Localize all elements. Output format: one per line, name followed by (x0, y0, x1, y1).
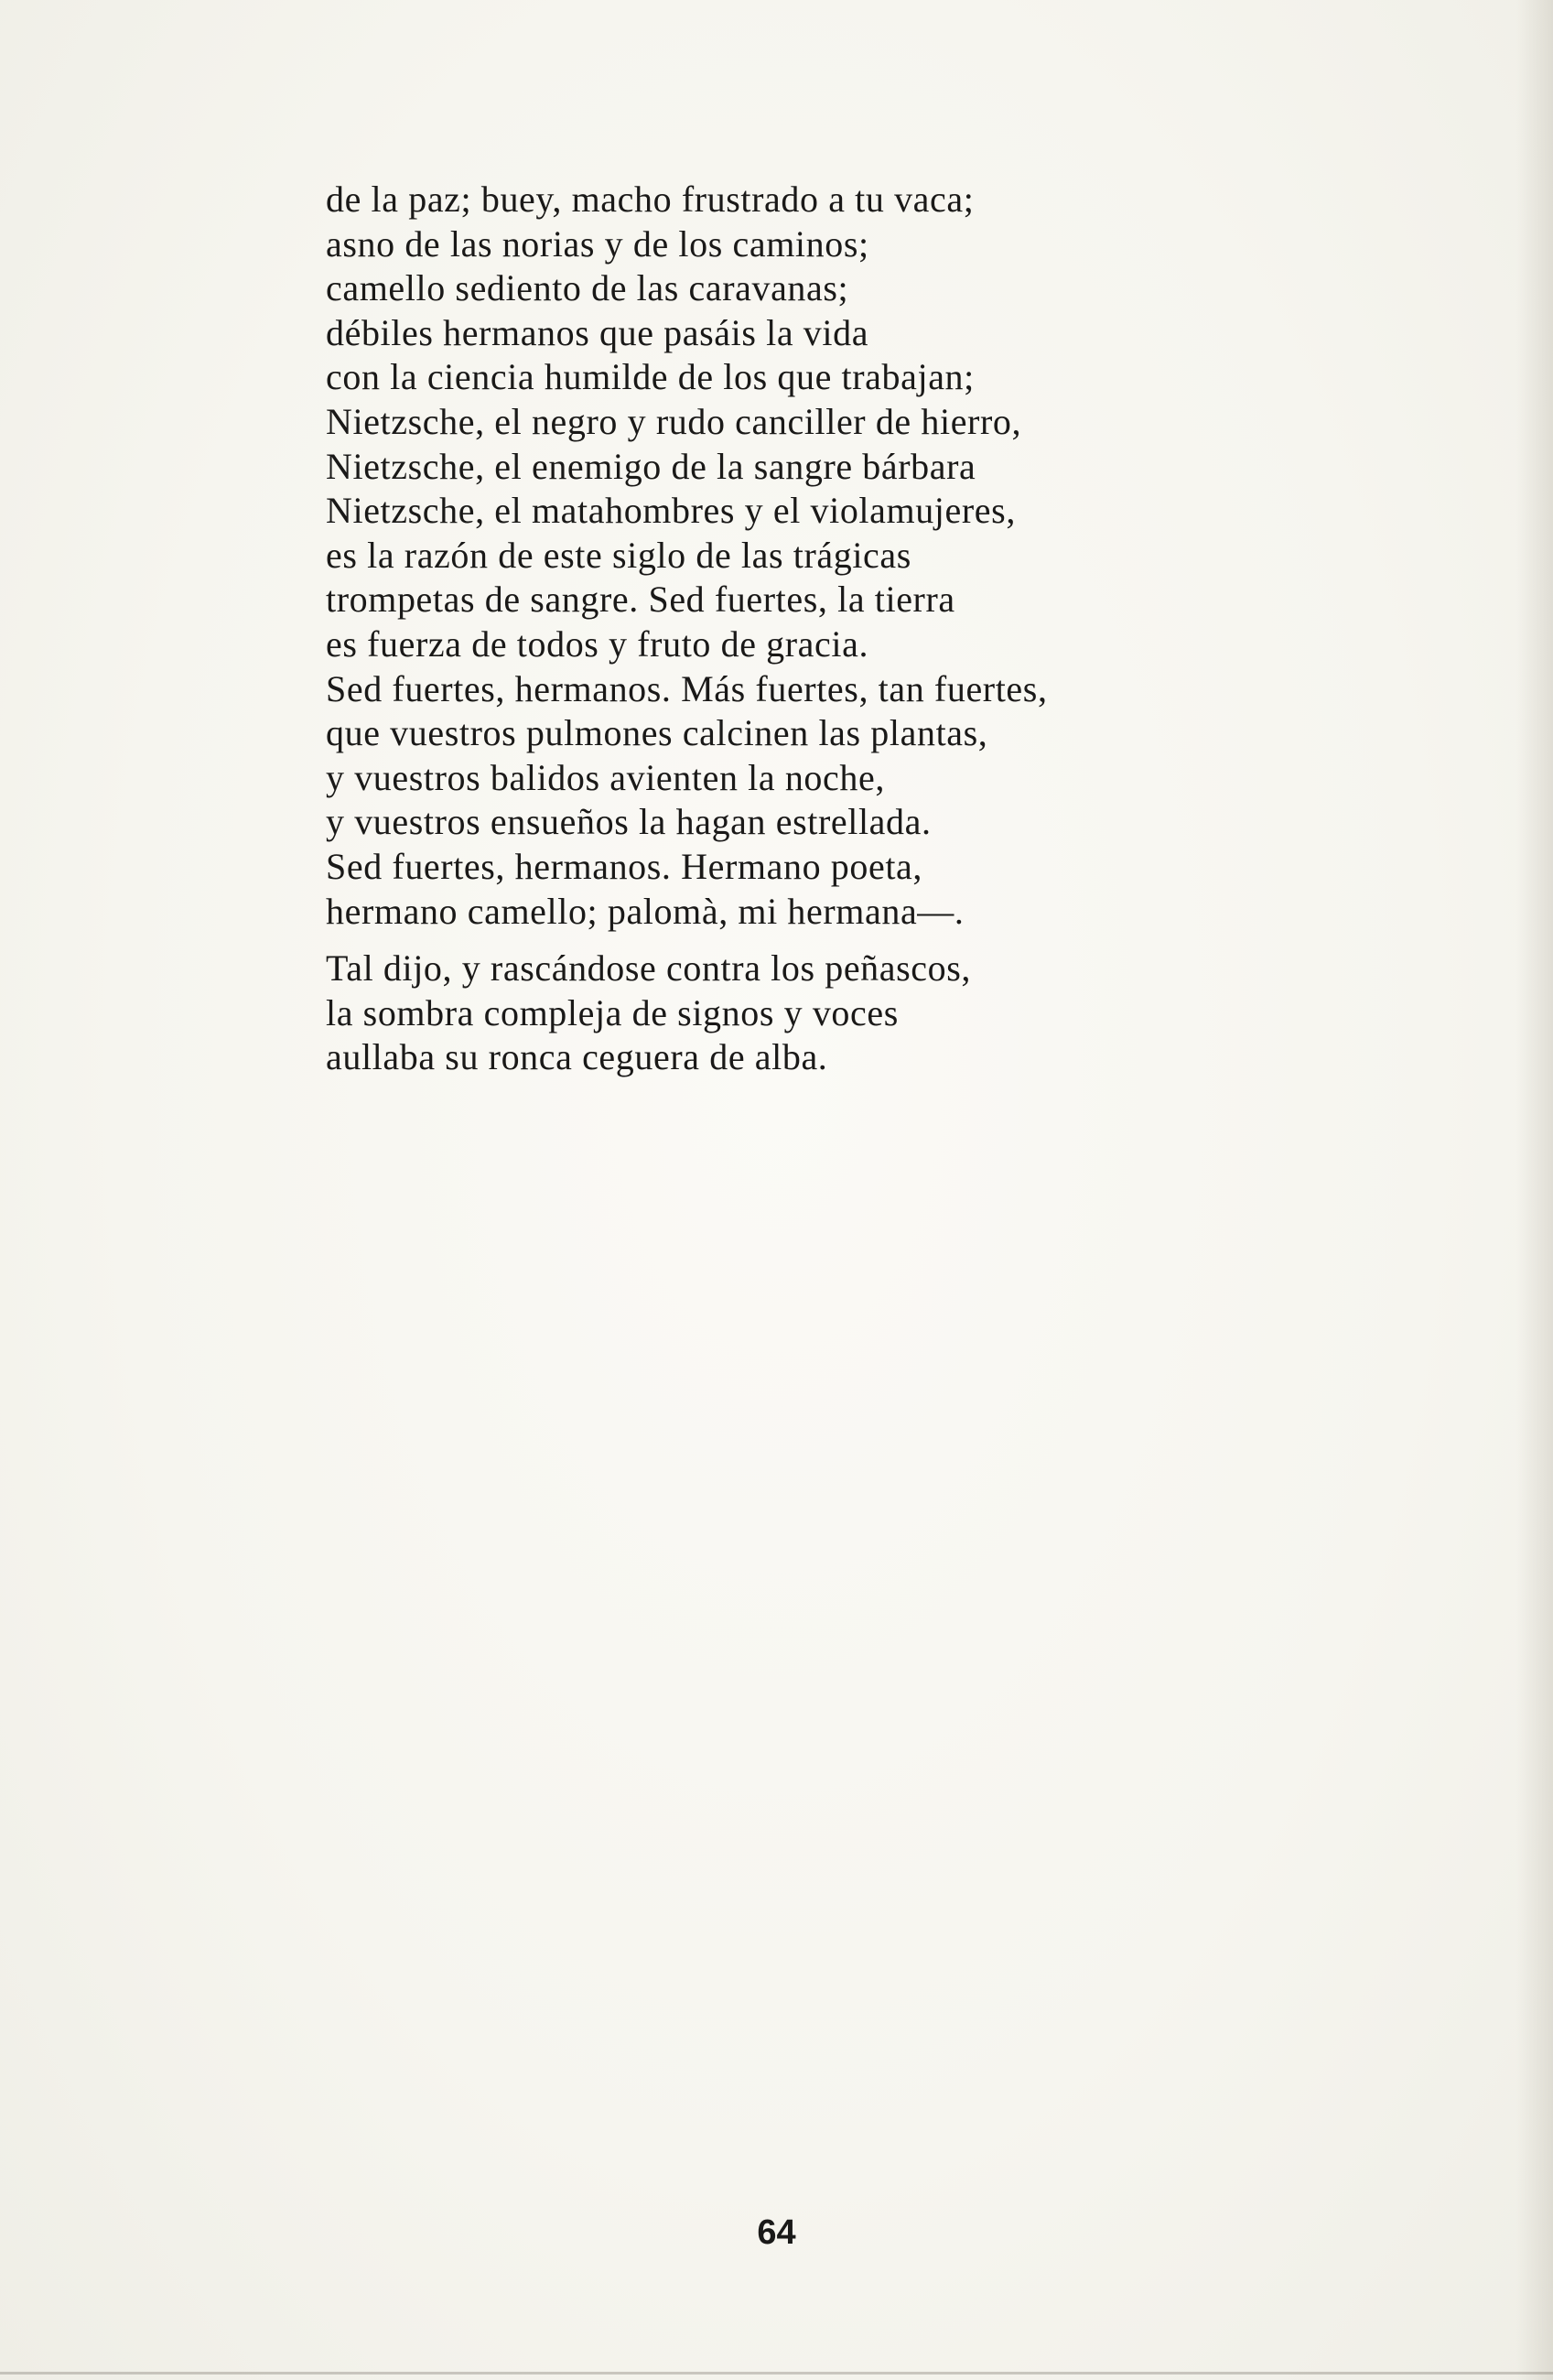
poem-line: trompetas de sangre. Sed fuertes, la tierra (326, 579, 955, 621)
poem-line: Tal dijo, y rascándose contra los peñascos, (326, 947, 972, 990)
poem-line: de la paz; buey, macho frustrado a tu vaca; (326, 178, 975, 220)
poem-line: asno de las norias y de los caminos; (326, 222, 869, 265)
poem-line: aullaba su ronca ceguera de alba. (326, 1036, 828, 1078)
poem-line: es fuerza de todos y fruto de gracia. (326, 622, 869, 665)
poem-line: la sombra compleja de signos y voces (326, 991, 899, 1033)
poem-line: con la ciencia humilde de los que trabajan; (326, 356, 975, 398)
page-edge-shadow (1516, 0, 1553, 2380)
poem-line: es la razón de este siglo de las trágicas (326, 534, 911, 576)
poem-line: débiles hermanos que pasáis la vida (326, 311, 869, 353)
page-number: 64 (757, 2213, 796, 2252)
poem-text (326, 178, 1241, 1080)
poem-line: camello sediento de las caravanas; (326, 267, 849, 309)
poem-line: y vuestros ensueños la hagan estrellada. (326, 801, 932, 843)
poem-line: y vuestros balidos avienten la noche, (326, 756, 885, 798)
poem-line: Sed fuertes, hermanos. Más fuertes, tan fuertes, (326, 667, 1048, 709)
poem-line: Nietzsche, el matahombres y el violamujeres, (326, 490, 1016, 532)
scan-bottom-edge (0, 2372, 1553, 2375)
poem-line: hermano camello; palomà, mi hermana—. (326, 890, 965, 932)
stanza (326, 178, 1241, 934)
stanza (326, 947, 1241, 1080)
poem-line: Nietzsche, el enemigo de la sangre bárbara (326, 445, 976, 487)
poem-line: Sed fuertes, hermanos. Hermano poeta, (326, 845, 922, 887)
poem-line: que vuestros pulmones calcinen las plantas, (326, 712, 988, 754)
poem-line: Nietzsche, el negro y rudo canciller de hierro, (326, 400, 1022, 442)
